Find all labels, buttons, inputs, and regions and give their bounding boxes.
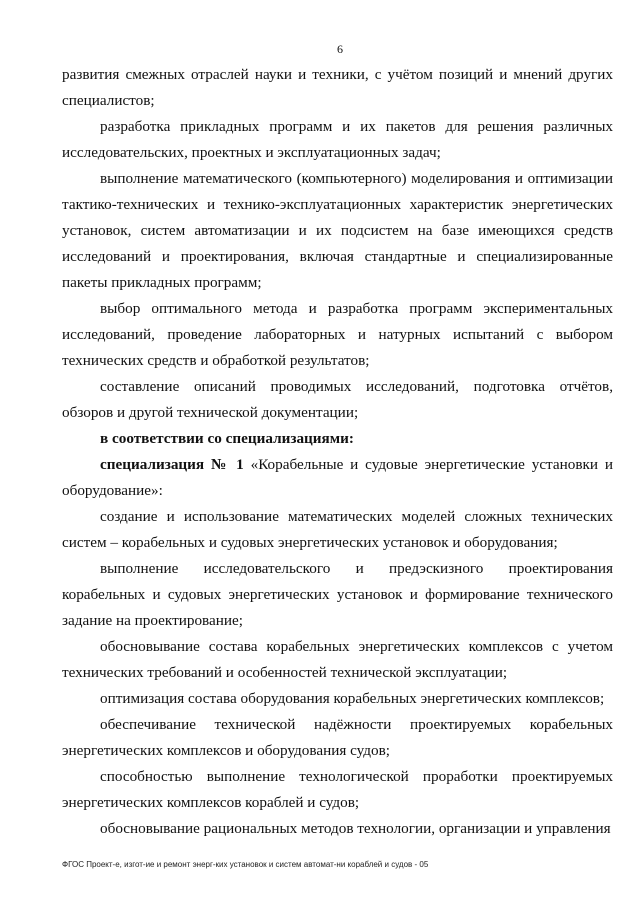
spec-paragraph: способностью выполнение технологической проработки проектируемых энергетических комплексов кораблей и судов; <box>62 768 613 811</box>
section-heading: в соответствии со специализациями: <box>100 430 354 447</box>
spec-paragraph: обеспечивание технической надёжности проектируемых корабельных энергетических комплексов и оборудования судов; <box>62 716 613 759</box>
spec-paragraph: оптимизация состава оборудования корабельных энергетических комплексов; <box>100 690 605 707</box>
paragraph: выполнение математического (компьютерного) моделирования и оптимизации тактико-технических и технико-эксплуатационных характеристик энергетических установок, систем автоматизации и их подсистем на базе имеющихся средств исследований и проектирования, включая стандартные и специализированные пакеты прикладных программ; <box>62 170 613 291</box>
specialization-title: «Корабельные и судовые энергетические установки и оборудование»: <box>62 456 613 499</box>
paragraph: составление описаний проводимых исследований, подготовка отчётов, обзоров и другой технической документации; <box>62 378 613 421</box>
page-footer: ФГОС Проект-е, изгот-ие и ремонт энерг-ких установок и систем автомат-ни кораблей и судов - 05 <box>62 860 429 869</box>
page-number: 6 <box>337 42 343 56</box>
paragraph: развития смежных отраслей науки и техники, с учётом позиций и мнений других специалистов; <box>62 66 613 109</box>
spec-paragraph: обосновывание рациональных методов технологии, организации и управления <box>100 820 611 837</box>
specialization-label: специализация № 1 <box>100 456 244 473</box>
spec-paragraph: создание и использование математических моделей сложных технических систем – корабельных и судовых энергетических установок и оборудования; <box>62 508 613 551</box>
specialization-paragraph <box>62 452 613 504</box>
spec-paragraph: выполнение исследовательского и предэскизного проектирования корабельных и судовых энергетических установок и формирование технического задание на проектирование; <box>62 560 613 629</box>
paragraph: разработка прикладных программ и их пакетов для решения различных исследовательских, проектных и эксплуатационных задач; <box>62 118 613 161</box>
document-body <box>62 62 613 842</box>
paragraph: выбор оптимального метода и разработка программ экспериментальных исследований, проведение лабораторных и натурных испытаний с выбором технических средств и обработкой результатов; <box>62 300 613 369</box>
spec-paragraph: обосновывание состава корабельных энергетических комплексов с учетом технических требований и особенностей технической эксплуатации; <box>62 638 613 681</box>
